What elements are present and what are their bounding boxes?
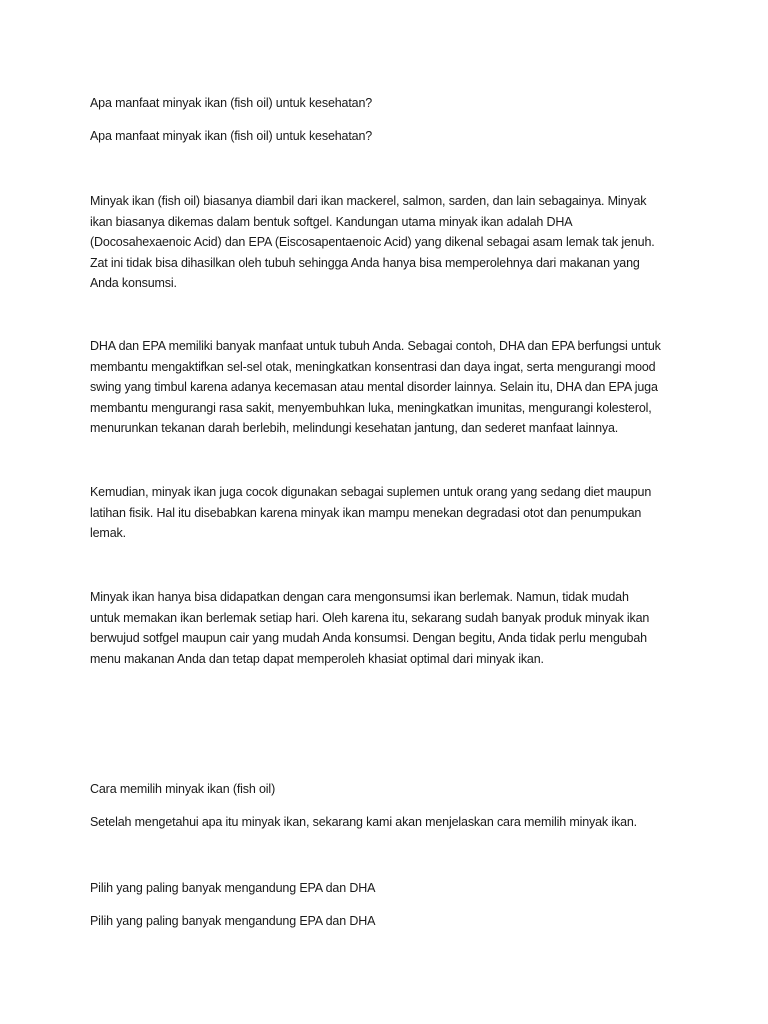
- paragraph-line: (Docosahexaenoic Acid) dan EPA (Eiscosapentaenoic Acid) yang dikenal sebagai asam lemak tak jenuh.: [90, 235, 655, 249]
- section-heading: Pilih yang paling banyak mengandung EPA dan DHA: [90, 881, 376, 895]
- paragraph-line: DHA dan EPA memiliki banyak manfaat untuk tubuh Anda. Sebagai contoh, DHA dan EPA berfungsi untuk: [90, 339, 661, 353]
- section-heading: Pilih yang paling banyak mengandung EPA dan DHA: [90, 914, 376, 928]
- paragraph-line: Minyak ikan (fish oil) biasanya diambil dari ikan mackerel, salmon, sarden, dan lain sebagainya. Minyak: [90, 194, 647, 208]
- paragraph-supplement: [90, 482, 680, 544]
- paragraph-consumption: [90, 587, 680, 669]
- section-heading: Cara memilih minyak ikan (fish oil): [90, 782, 276, 796]
- paragraph-line: swing yang timbul karena adanya kecemasan atau mental disorder lainnya. Selain itu, DHA dan EPA juga: [90, 380, 658, 394]
- paragraph-line: berwujud sotfgel maupun cair yang mudah Anda konsumsi. Dengan begitu, Anda tidak perlu mengubah: [90, 631, 647, 645]
- paragraph-line: Minyak ikan hanya bisa didapatkan dengan cara mengonsumsi ikan berlemak. Namun, tidak mudah: [90, 590, 629, 604]
- paragraph-how-to-choose: Setelah mengetahui apa itu minyak ikan, sekarang kami akan menjelaskan cara memilih minyak ikan.: [90, 815, 637, 829]
- paragraph-line: latihan fisik. Hal itu disebabkan karena minyak ikan mampu menekan degradasi otot dan penumpukan: [90, 505, 642, 520]
- section-heading: Apa manfaat minyak ikan (fish oil) untuk kesehatan?: [90, 96, 373, 110]
- paragraph-line: ikan biasanya dikemas dalam bentuk softgel. Kandungan utama minyak ikan adalah DHA: [90, 214, 573, 229]
- paragraph-line: menurunkan tekanan darah berlebih, melindungi kesehatan jantung, dan sederet manfaat lainnya.: [90, 421, 619, 435]
- paragraph-line: untuk memakan ikan berlemak setiap hari. Oleh karena itu, sekarang sudah banyak produk minyak ikan: [90, 610, 650, 625]
- paragraph-line: menu makanan Anda dan tetap dapat memperoleh khasiat optimal dari minyak ikan.: [90, 651, 544, 666]
- paragraph-fish-oil-intro: [90, 191, 680, 294]
- paragraph-line: membantu mengurangi rasa sakit, menyembuhkan luka, meningkatkan imunitas, mengurangi kolesterol,: [90, 400, 652, 415]
- paragraph-dha-epa-benefits: [90, 336, 680, 439]
- paragraph-line: lemak.: [90, 526, 126, 540]
- section-heading: Apa manfaat minyak ikan (fish oil) untuk kesehatan?: [90, 129, 373, 143]
- paragraph-line: Kemudian, minyak ikan juga cocok digunakan sebagai suplemen untuk orang yang sedang diet maupun: [90, 485, 652, 499]
- paragraph-line: Zat ini tidak bisa dihasilkan oleh tubuh sehingga Anda hanya bisa memperolehnya dari makanan yang: [90, 255, 640, 270]
- paragraph-line: Anda konsumsi.: [90, 276, 177, 290]
- paragraph-line: membantu mengaktifkan sel-sel otak, meningkatkan konsentrasi dan daya ingat, serta mengurangi mood: [90, 359, 656, 374]
